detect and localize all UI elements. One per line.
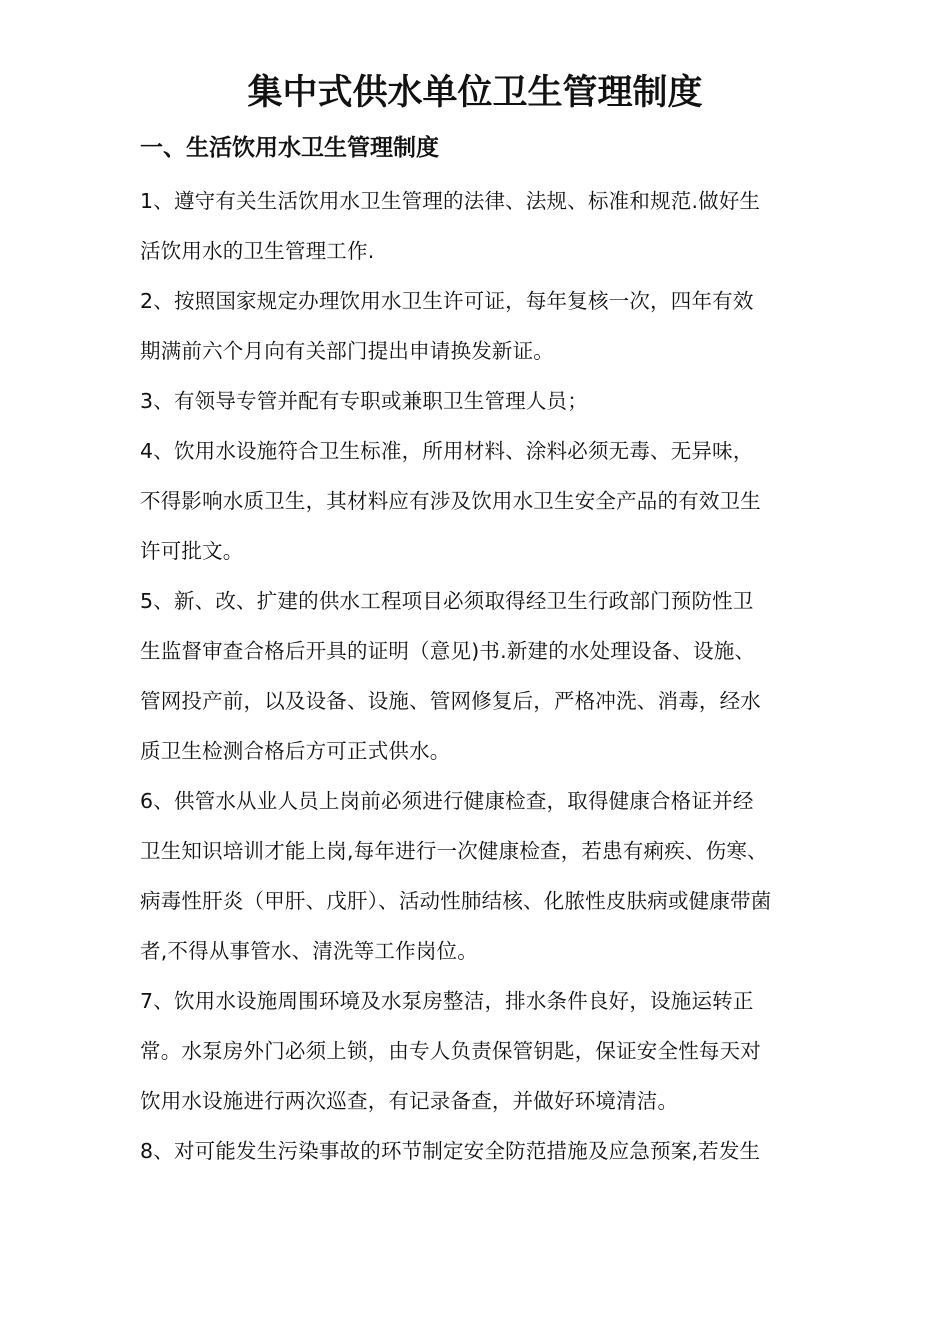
document-title: 集中式供水单位卫生管理制度 [247,73,703,113]
body-line: 3、有领导专管并配有专职或兼职卫生管理人员； [140,389,588,413]
body-line: 管网投产前，以及设备、设施、管网修复后，严格冲洗、消毒，经水 [140,689,761,713]
body-line: 病毒性肝炎（甲肝、戊肝）、活动性肺结核、化脓性皮肤病或健康带菌 [140,889,772,913]
body-line: 饮用水设施进行两次巡查，有记录备查，并做好环境清洁。 [140,1089,679,1113]
body-line: 6、供管水从业人员上岗前必须进行健康检查，取得健康合格证并经 [140,789,754,813]
body-line: 常。水泵房外门必须上锁，由专人负责保管钥匙，保证安全性每天对 [140,1039,761,1063]
section-heading: 一、生活饮用水卫生管理制度 [140,135,439,161]
body-line: 1、遵守有关生活饮用水卫生管理的法律、法规、标准和规范.做好生 [140,189,761,213]
body-line: 2、按照国家规定办理饮用水卫生许可证，每年复核一次，四年有效 [140,289,754,313]
body-text [140,176,820,1176]
body-line: 生监督审查合格后开具的证明（意见)书.新建的水处理设备、设施、 [140,639,756,663]
body-line: 卫生知识培训才能上岗,每年进行一次健康检查，若患有痢疾、伤寒、 [140,839,768,863]
body-line: 4、饮用水设施符合卫生标准，所用材料、涂料必须无毒、无异味， [140,439,754,463]
body-line: 8、对可能发生污染事故的环节制定安全防范措施及应急预案,若发生 [140,1139,761,1163]
body-line: 活饮用水的卫生管理工作. [140,239,375,263]
body-line: 期满前六个月向有关部门提出申请换发新证。 [140,339,554,363]
body-line: 7、饮用水设施周围环境及水泵房整洁，排水条件良好，设施运转正 [140,989,754,1013]
body-line: 不得影响水质卫生，其材料应有涉及饮用水卫生安全产品的有效卫生 [140,489,761,513]
body-line: 者,不得从事管水、清洗等工作岗位。 [140,939,478,963]
body-line: 许可批文。 [140,539,244,563]
body-line: 5、新、改、扩建的供水工程项目必须取得经卫生行政部门预防性卫 [140,589,754,613]
body-line: 质卫生检测合格后方可正式供水。 [140,739,451,763]
